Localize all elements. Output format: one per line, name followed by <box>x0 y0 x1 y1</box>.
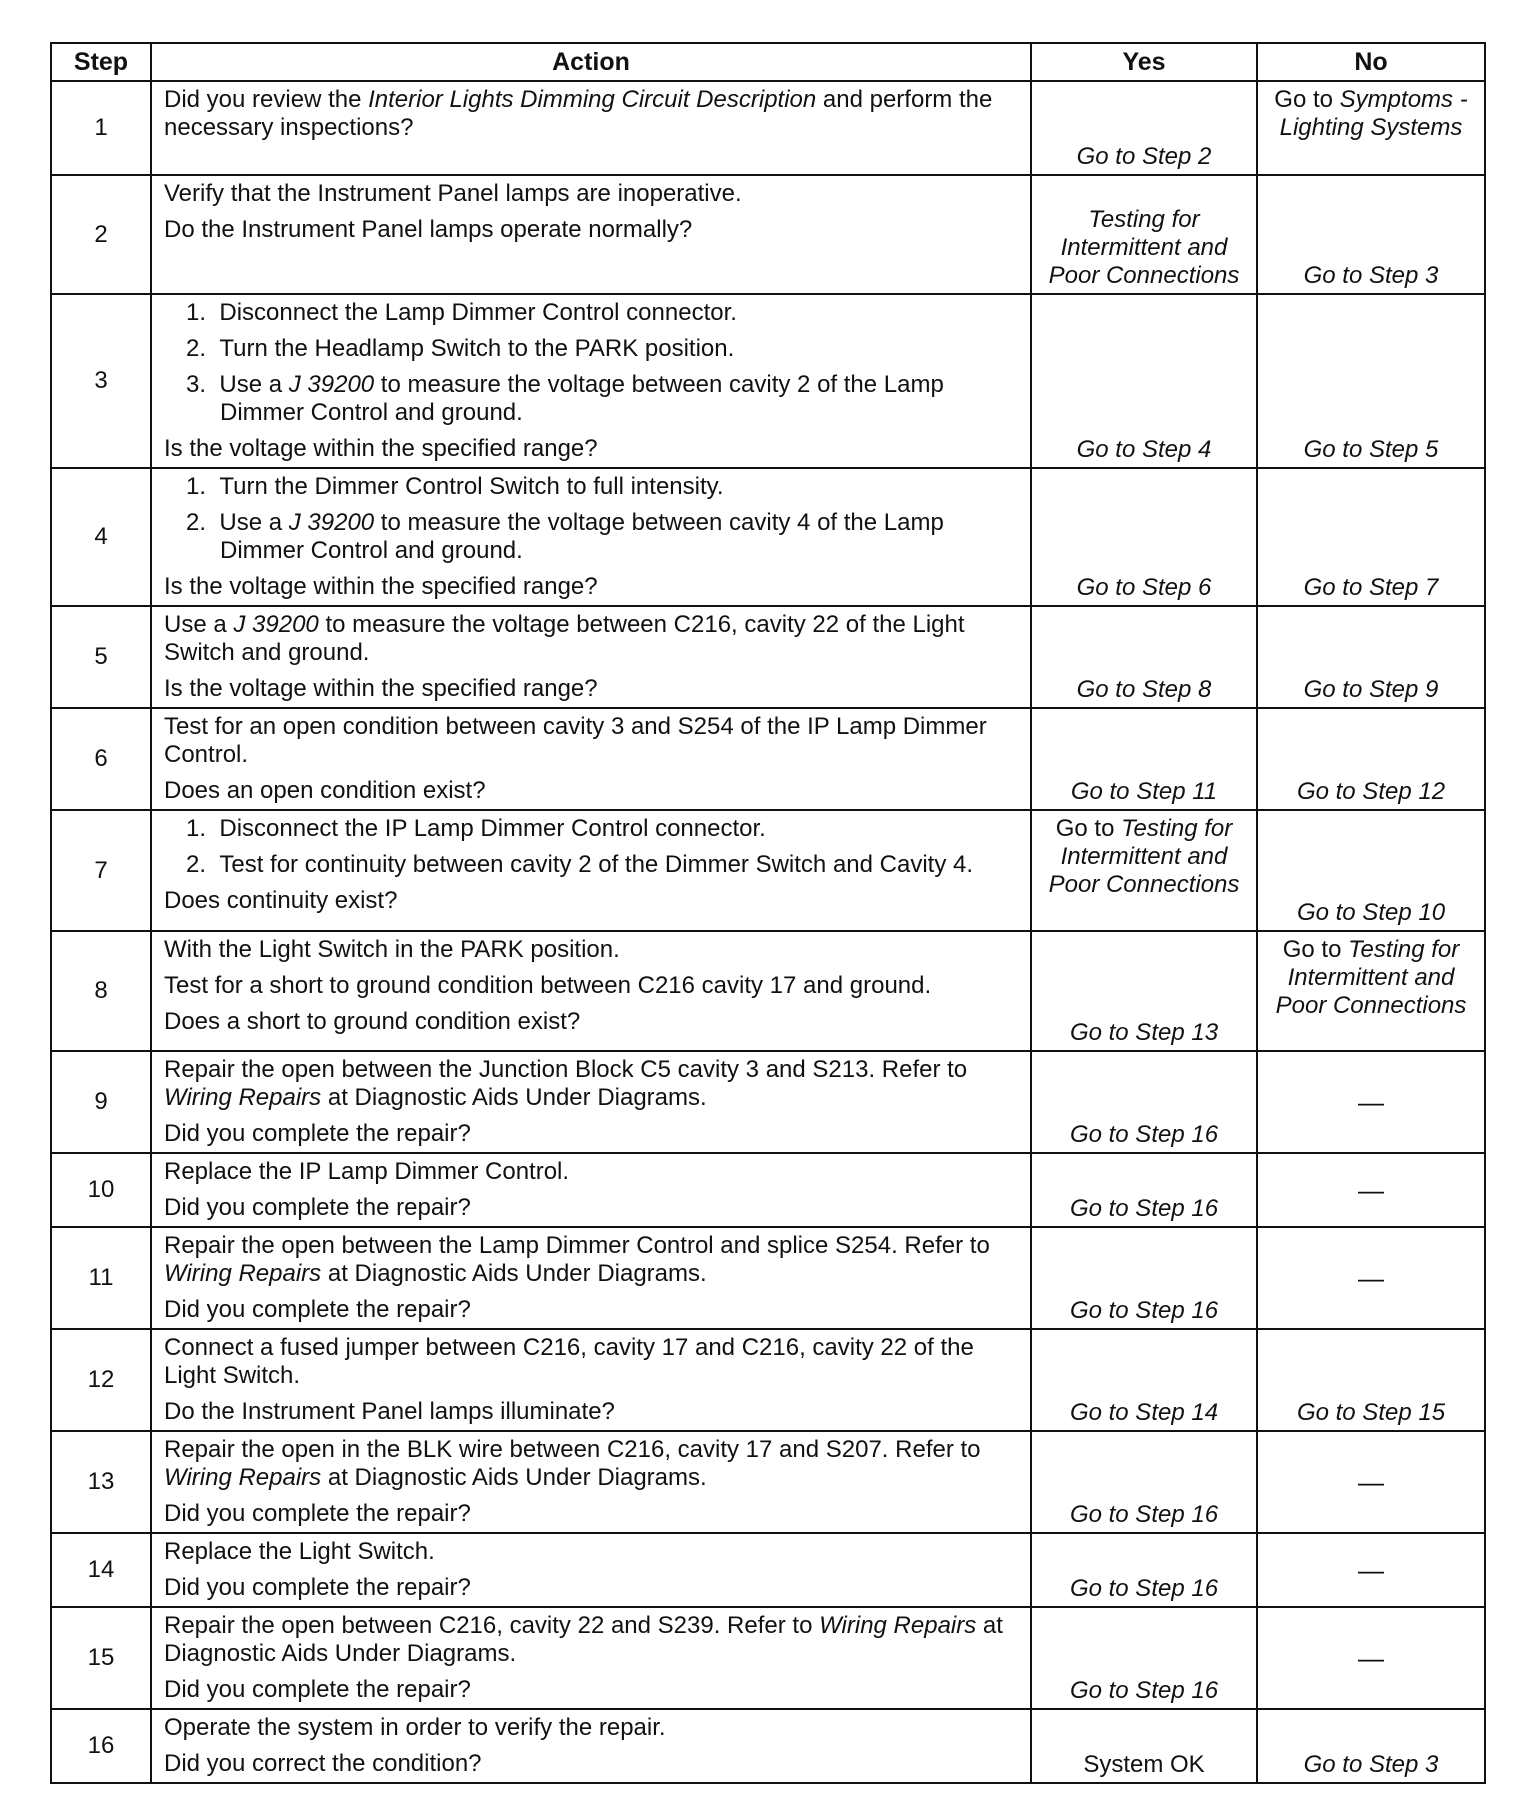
document-reference: Wiring Repairs <box>164 1464 322 1491</box>
action-cell <box>151 1533 1031 1607</box>
action-text: Test for a short to ground condition between C216 cavity 17 and ground. <box>164 972 932 999</box>
step-number: 10 <box>51 1153 151 1227</box>
yes-cell: Go to Step 16 <box>1031 1431 1257 1533</box>
table-row <box>51 708 1485 810</box>
step-number: 7 <box>51 810 151 931</box>
action-cell <box>151 175 1031 294</box>
step-number: 4 <box>51 468 151 606</box>
action-question: Did you complete the repair? <box>164 1676 471 1703</box>
action-question: Did you complete the repair? <box>164 1500 471 1527</box>
step-number: 15 <box>51 1607 151 1709</box>
action-list-item: 1. Turn the Dimmer Control Switch to full intensity. <box>186 473 724 500</box>
step-number: 11 <box>51 1227 151 1329</box>
yes-cell: Go to Step 16 <box>1031 1533 1257 1607</box>
action-question: Is the voltage within the specified range? <box>164 675 598 702</box>
table-row <box>51 1709 1485 1783</box>
table-row <box>51 1329 1485 1431</box>
tool-reference: J 39200 <box>233 611 319 638</box>
action-text: Test for an open condition between cavity 3 and S254 of the IP Lamp Dimmer Control. <box>164 713 987 768</box>
step-number: 1 <box>51 81 151 175</box>
no-cell <box>1257 1227 1485 1329</box>
step-number: 9 <box>51 1051 151 1153</box>
yes-cell: Go to Step 16 <box>1031 1153 1257 1227</box>
no-cell: Go to Step 3 <box>1257 175 1485 294</box>
diagnostic-table <box>50 42 1486 1784</box>
table-row <box>51 606 1485 708</box>
step-number: 2 <box>51 175 151 294</box>
table-row <box>51 175 1485 294</box>
action-list-item: 2. Use a J 39200 to measure the voltage between cavity 4 of the Lamp Dimmer Control and ground. <box>186 509 944 564</box>
yes-cell: Go to Step 4 <box>1031 294 1257 468</box>
no-cell: Go to Step 12 <box>1257 708 1485 810</box>
action-list-item: 2. Test for continuity between cavity 2 of the Dimmer Switch and Cavity 4. <box>186 851 974 878</box>
action-question: Does an open condition exist? <box>164 777 486 804</box>
document-reference: Interior Lights Dimming Circuit Description <box>368 86 817 113</box>
action-question: Did you correct the condition? <box>164 1750 482 1777</box>
document-reference: Wiring Repairs <box>819 1612 977 1639</box>
tool-reference: J 39200 <box>288 371 375 398</box>
action-question: Did you complete the repair? <box>164 1120 471 1147</box>
no-dash: — <box>1358 1554 1384 1585</box>
action-cell <box>151 606 1031 708</box>
no-cell <box>1257 1533 1485 1607</box>
step-number: 16 <box>51 1709 151 1783</box>
action-cell <box>151 931 1031 1051</box>
header-no: No <box>1257 43 1485 81</box>
document-reference: Wiring Repairs <box>164 1260 322 1287</box>
no-dash: — <box>1358 1174 1384 1205</box>
no-dash: — <box>1358 1466 1384 1497</box>
action-question: Did you complete the repair? <box>164 1296 471 1323</box>
yes-cell: Go to Step 16 <box>1031 1051 1257 1153</box>
diagnostic-table-sheet <box>50 42 1484 1784</box>
table-row <box>51 468 1485 606</box>
step-number: 12 <box>51 1329 151 1431</box>
action-text: With the Light Switch in the PARK position. <box>164 936 620 963</box>
table-row <box>51 931 1485 1051</box>
no-dash: — <box>1358 1262 1384 1293</box>
action-text: Repair the open between the Junction Block C5 cavity 3 and S213. Refer to Wiring Repairs at Diagnostic Aids Under Diagrams. <box>164 1056 968 1111</box>
yes-cell: Go to Step 14 <box>1031 1329 1257 1431</box>
action-question: Is the voltage within the specified range? <box>164 435 598 462</box>
yes-cell: Testing for Intermittent and Poor Connections <box>1031 175 1257 294</box>
step-number: 8 <box>51 931 151 1051</box>
action-list-item: 2. Turn the Headlamp Switch to the PARK position. <box>186 335 735 362</box>
action-list-item: 1. Disconnect the IP Lamp Dimmer Control connector. <box>186 815 766 842</box>
table-row <box>51 1431 1485 1533</box>
action-text: Use a J 39200 to measure the voltage between C216, cavity 22 of the Light Switch and ground. <box>164 611 965 666</box>
no-cell: Go to Step 7 <box>1257 468 1485 606</box>
action-cell <box>151 810 1031 931</box>
action-text: Did you review the Interior Lights Dimming Circuit Description and perform the necessary inspections? <box>164 86 993 141</box>
action-cell <box>151 81 1031 175</box>
yes-cell: Go to Testing for Intermittent and Poor Connections <box>1031 810 1257 931</box>
yes-cell: Go to Step 13 <box>1031 931 1257 1051</box>
action-cell <box>151 294 1031 468</box>
step-number: 6 <box>51 708 151 810</box>
yes-cell: System OK <box>1031 1709 1257 1783</box>
table-row <box>51 810 1485 931</box>
yes-cell: Go to Step 8 <box>1031 606 1257 708</box>
step-number: 5 <box>51 606 151 708</box>
tool-reference: J 39200 <box>288 509 375 536</box>
step-number: 14 <box>51 1533 151 1607</box>
table-row <box>51 1227 1485 1329</box>
step-number: 3 <box>51 294 151 468</box>
no-cell: Go to Step 3 <box>1257 1709 1485 1783</box>
action-question: Did you complete the repair? <box>164 1194 471 1221</box>
action-cell <box>151 1607 1031 1709</box>
header-action: Action <box>151 43 1031 81</box>
no-cell <box>1257 1051 1485 1153</box>
header-yes: Yes <box>1031 43 1257 81</box>
header-step: Step <box>51 43 151 81</box>
action-text: Repair the open between C216, cavity 22 and S239. Refer to Wiring Repairs at Diagnostic Aids Under Diagrams. <box>164 1612 1003 1667</box>
document-reference: Wiring Repairs <box>164 1084 322 1111</box>
yes-cell: Go to Step 6 <box>1031 468 1257 606</box>
action-cell <box>151 1329 1031 1431</box>
yes-cell: Go to Step 16 <box>1031 1607 1257 1709</box>
action-text: Repair the open in the BLK wire between C216, cavity 17 and S207. Refer to Wiring Repairs at Diagnostic Aids Under Diagrams. <box>164 1436 981 1491</box>
action-cell <box>151 1227 1031 1329</box>
no-cell <box>1257 1153 1485 1227</box>
table-row <box>51 1153 1485 1227</box>
no-cell: Go to Step 15 <box>1257 1329 1485 1431</box>
yes-cell: Go to Step 11 <box>1031 708 1257 810</box>
action-cell <box>151 1431 1031 1533</box>
action-cell <box>151 1051 1031 1153</box>
table-row <box>51 81 1485 175</box>
table-row <box>51 294 1485 468</box>
action-list-item: 1. Disconnect the Lamp Dimmer Control connector. <box>186 299 737 326</box>
action-text: Operate the system in order to verify the repair. <box>164 1714 666 1741</box>
action-text: Replace the IP Lamp Dimmer Control. <box>164 1158 570 1185</box>
no-cell <box>1257 1431 1485 1533</box>
no-dash: — <box>1358 1086 1384 1117</box>
action-text: Repair the open between the Lamp Dimmer Control and splice S254. Refer to Wiring Repairs at Diagnostic Aids Under Diagrams. <box>164 1232 990 1287</box>
action-question: Do the Instrument Panel lamps illuminate? <box>164 1398 615 1425</box>
no-cell: Go to Symptoms - Lighting Systems <box>1257 81 1485 175</box>
no-cell <box>1257 1607 1485 1709</box>
no-cell: Go to Step 9 <box>1257 606 1485 708</box>
no-cell: Go to Testing for Intermittent and Poor Connections <box>1257 931 1485 1051</box>
no-cell: Go to Step 5 <box>1257 294 1485 468</box>
action-question: Does continuity exist? <box>164 887 398 914</box>
action-cell <box>151 1153 1031 1227</box>
table-row <box>51 1607 1485 1709</box>
action-cell <box>151 468 1031 606</box>
action-question: Did you complete the repair? <box>164 1574 471 1601</box>
yes-cell: Go to Step 16 <box>1031 1227 1257 1329</box>
action-cell <box>151 1709 1031 1783</box>
no-dash: — <box>1358 1642 1384 1673</box>
action-question: Do the Instrument Panel lamps operate normally? <box>164 216 693 243</box>
no-cell: Go to Step 10 <box>1257 810 1485 931</box>
action-list-item: 3. Use a J 39200 to measure the voltage between cavity 2 of the Lamp Dimmer Control and ground. <box>186 371 944 426</box>
action-text: Verify that the Instrument Panel lamps are inoperative. <box>164 180 742 207</box>
action-question: Does a short to ground condition exist? <box>164 1008 581 1035</box>
step-number: 13 <box>51 1431 151 1533</box>
action-cell <box>151 708 1031 810</box>
yes-cell: Go to Step 2 <box>1031 81 1257 175</box>
action-text: Replace the Light Switch. <box>164 1538 435 1565</box>
table-row <box>51 1533 1485 1607</box>
table-row <box>51 1051 1485 1153</box>
action-question: Is the voltage within the specified range? <box>164 573 598 600</box>
header-row <box>51 43 1485 81</box>
action-text: Connect a fused jumper between C216, cavity 17 and C216, cavity 22 of the Light Switch. <box>164 1334 974 1389</box>
